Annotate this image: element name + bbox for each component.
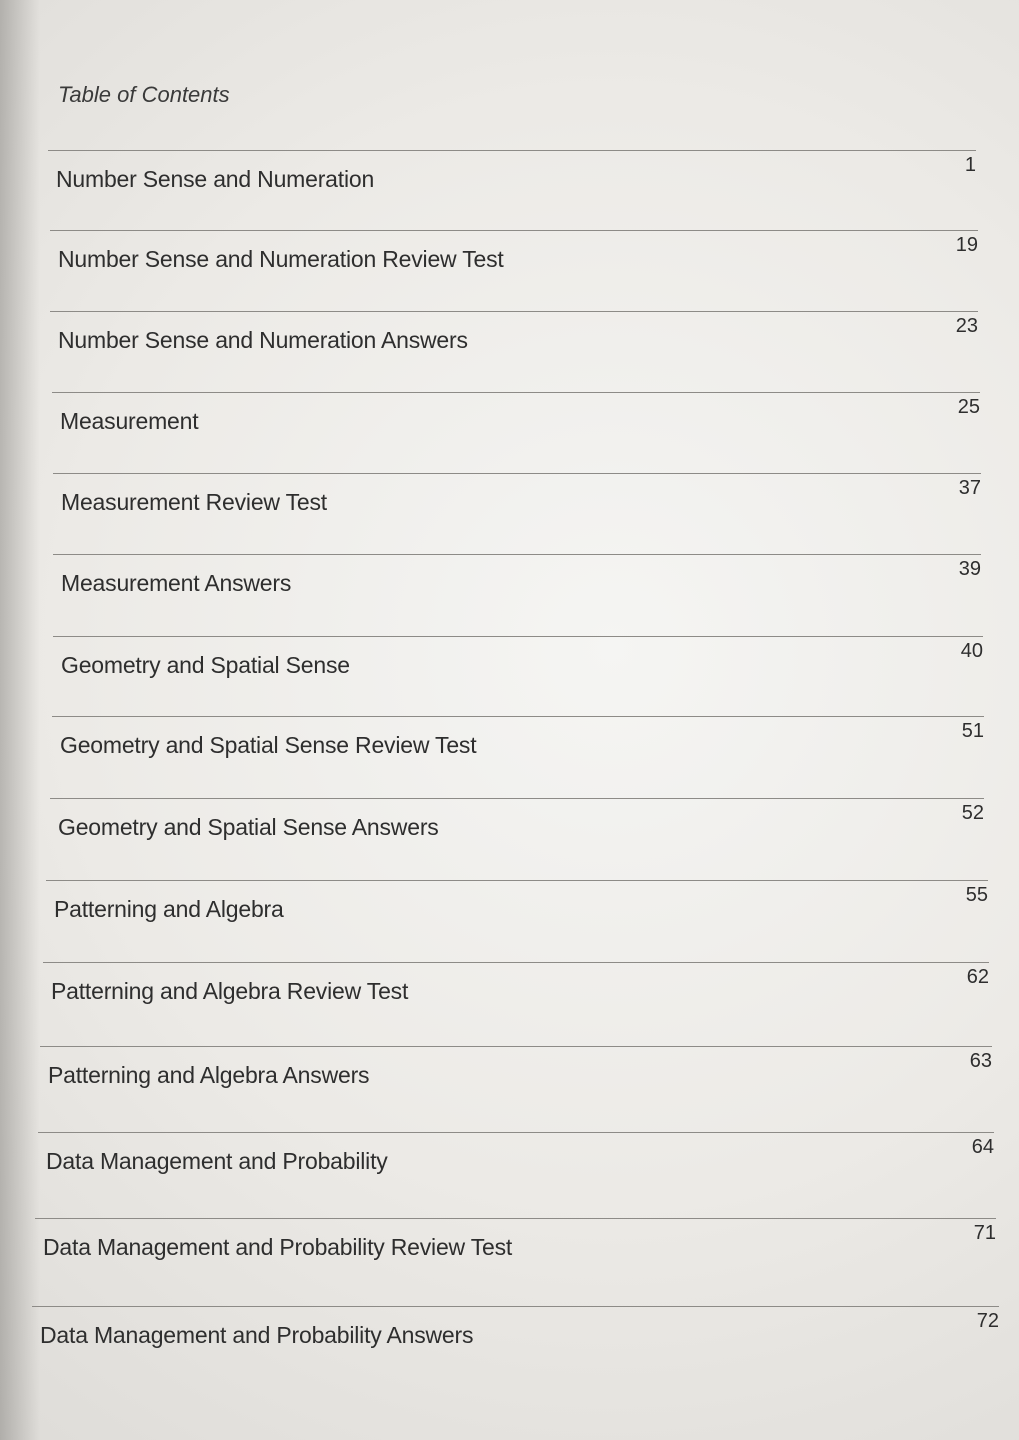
toc-entry-title: Geometry and Spatial Sense Review Test	[60, 732, 477, 758]
toc-entry-page: 62	[966, 966, 989, 988]
toc-entry-title: Number Sense and Numeration	[56, 166, 375, 192]
toc-entry-title: Data Management and Probability Answers	[40, 1322, 474, 1348]
toc-entry-title: Number Sense and Numeration Review Test	[58, 246, 504, 272]
toc-entry-page: 40	[960, 640, 983, 662]
toc-entry-title: Patterning and Algebra Answers	[48, 1062, 370, 1088]
toc-entry	[50, 798, 984, 878]
toc-entry	[50, 230, 978, 310]
toc-entry-title: Measurement Answers	[61, 570, 292, 596]
toc-entry	[53, 554, 981, 634]
toc-entry-page: 63	[969, 1050, 992, 1072]
toc-title: Table of Contents	[58, 82, 230, 107]
toc-entry-page: 1	[964, 154, 976, 176]
toc-entry-page: 71	[973, 1222, 996, 1244]
toc-entry	[35, 1218, 996, 1298]
toc-entry	[38, 1132, 994, 1212]
toc-entry-title: Measurement	[60, 408, 199, 434]
toc-entry-title: Geometry and Spatial Sense	[61, 652, 350, 678]
toc-entry-title: Data Management and Probability Review Test	[43, 1234, 513, 1260]
toc-entry-title: Measurement Review Test	[61, 489, 327, 515]
toc-entry	[46, 880, 988, 960]
toc-entry-page: 25	[957, 396, 980, 418]
toc-entry-page: 55	[965, 884, 988, 906]
toc-entry-title: Geometry and Spatial Sense Answers	[58, 814, 439, 840]
toc-entry-title: Patterning and Algebra	[54, 896, 284, 922]
toc-entry-page: 51	[961, 720, 984, 742]
toc-entry	[40, 1046, 992, 1126]
toc-entry	[52, 392, 980, 472]
toc-entry-title: Data Management and Probability	[46, 1148, 388, 1174]
toc-entry-page: 39	[958, 558, 981, 580]
toc-entry-page: 19	[955, 234, 978, 256]
toc-entry	[32, 1306, 999, 1386]
toc-entry	[52, 716, 984, 796]
toc-entry	[48, 150, 976, 230]
toc-entry-page: 52	[961, 802, 984, 824]
toc-entry-page: 64	[971, 1136, 994, 1158]
toc-entry	[53, 473, 981, 553]
toc-entry	[53, 636, 983, 716]
toc-entry	[43, 962, 989, 1042]
toc-entry-title: Number Sense and Numeration Answers	[58, 327, 468, 353]
toc-entry-page: 37	[958, 477, 981, 499]
toc-entry-title: Patterning and Algebra Review Test	[51, 978, 409, 1004]
toc-entry	[50, 311, 978, 391]
toc-entry-page: 72	[976, 1310, 999, 1332]
toc-entry-page: 23	[955, 315, 978, 337]
